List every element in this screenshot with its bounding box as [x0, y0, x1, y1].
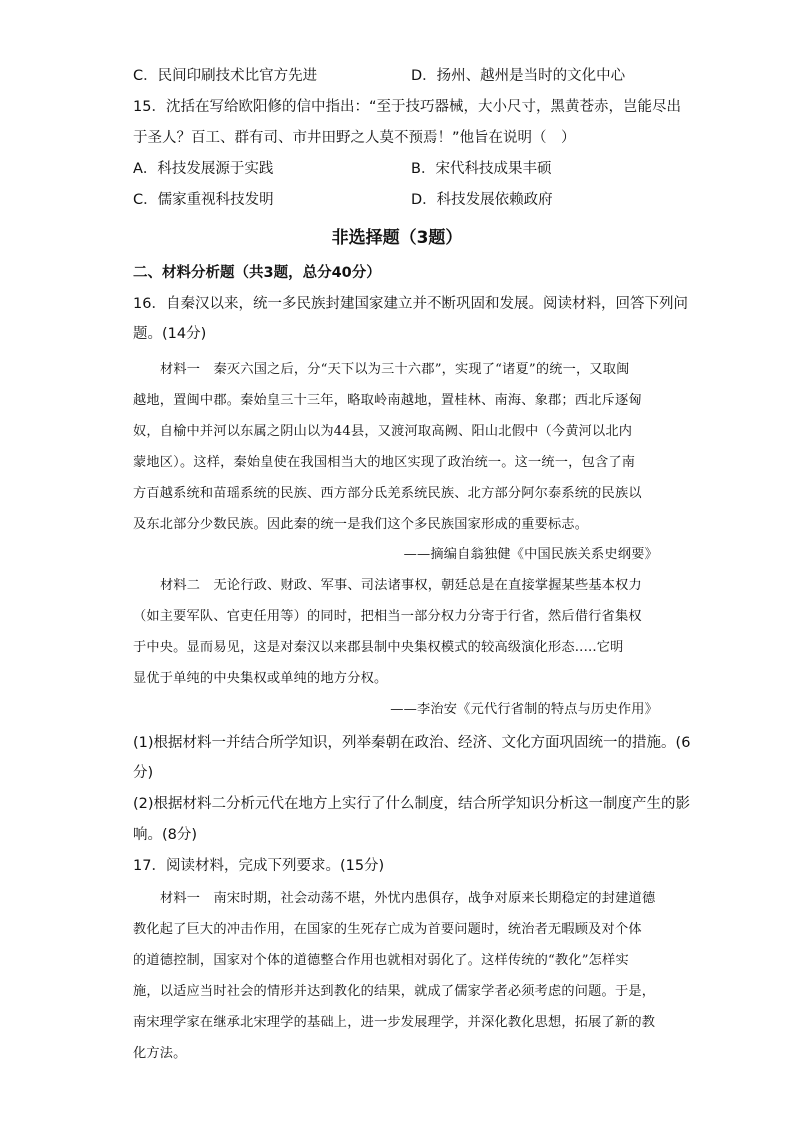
q16-material1-line: 奴，自榆中并河以东属之阴山以为44县，又渡河取高阙、阳山北假中（今黄河以北内: [133, 424, 633, 439]
part-heading: 二、材料分析题（共3题，总分40分）: [133, 265, 381, 281]
q16-stem-line2: 题。(14分): [133, 326, 207, 342]
section-title: 非选择题（3题）: [331, 228, 463, 248]
q16-subquestion2-line1: (2)根据材料二分析元代在地方上实行了什么制度，结合所学知识分析这一制度产生的影: [133, 796, 691, 812]
q16-subquestion1-line2: 分): [133, 765, 154, 781]
q17-material1-line: 的道德控制，国家对个体的道德整合作用也就相对弱化了。这样传统的“教化”怎样实: [133, 953, 629, 968]
option-c-prev: C．民间印刷技术比官方先进: [133, 68, 318, 84]
q15-option-a: A．科技发展源于实践: [133, 161, 274, 177]
q16-material2-line: 显优于单纯的中央集权或单纯的地方分权。: [133, 671, 388, 686]
q16-material1-source: ——摘编自翁独健《中国民族关系史纲要》: [403, 547, 658, 562]
q16-material1-line: 及东北部分少数民族。因此秦的统一是我们这个多民族国家形成的重要标志。: [133, 517, 589, 532]
q17-material1-line: 施，以适应当时社会的情形并达到教化的结果，就成了儒家学者必须考虑的问题。于是，: [133, 984, 656, 999]
q16-material1-line: 方百越系统和苗瑶系统的民族、西方部分氐羌系统民族、北方部分阿尔泰系统的民族以: [133, 486, 642, 501]
q16-stem-line1: 16．自秦汉以来，统一多民族封建国家建立并不断巩固和发展。阅读材料，回答下列问: [133, 296, 688, 312]
q16-material1-line: 越地，置闽中郡。秦始皇三十三年，略取岭南越地，置桂林、南海、象郡；西北斥逐匈: [133, 393, 642, 408]
q17-stem: 17．阅读材料，完成下列要求。(15分): [133, 858, 385, 874]
q16-material2-line: 材料二 无论行政、财政、军事、司法诸事权，朝廷总是在直接掌握某些基本权力: [160, 578, 642, 593]
option-d-prev: D．扬州、越州是当时的文化中心: [411, 68, 626, 84]
q17-material1-line: 南宋理学家在继承北宋理学的基础上，进一步发展理学，并深化教化思想，拓展了新的教: [133, 1015, 656, 1030]
q17-material1-line: 教化起了巨大的冲击作用，在国家的生死存亡成为首要问题时，统治者无暇顾及对个体: [133, 922, 642, 937]
q17-material1-line: 材料一 南宋时期，社会动荡不堪，外忧内患俱存，战争对原来长期稳定的封建道德: [160, 891, 656, 906]
q16-material1-line: 蒙地区）。这样，秦始皇使在我国相当大的地区实现了政治统一。这一统一，包含了南: [133, 455, 636, 470]
q17-material1-line: 化方法。: [133, 1046, 187, 1061]
q16-subquestion2-line2: 响。(8分): [133, 827, 198, 843]
q16-material2-source: ——李治安《元代行省制的特点与历史作用》: [390, 702, 658, 717]
q16-subquestion1-line1: (1)根据材料一并结合所学知识，列举秦朝在政治、经济、文化方面巩固统一的措施。(6: [133, 735, 691, 751]
q15-option-d: D．科技发展依赖政府: [411, 192, 553, 208]
q16-material1-line: 材料一 秦灭六国之后，分“天下以为三十六郡”，实现了“诸夏”的统一，又取闽: [160, 362, 630, 377]
q15-stem-line2: 于圣人？百工、群有司、市井田野之人莫不预焉！”他旨在说明（ ）: [133, 130, 576, 146]
q16-material2-line: 于中央。显而易见，这是对秦汉以来郡县制中央集权模式的较高级演化形态.....它明: [133, 640, 624, 655]
q15-option-b: B．宋代科技成果丰硕: [411, 161, 552, 177]
q15-stem-line1: 15．沈括在写给欧阳修的信中指出：“至于技巧器械，大小尺寸，黑黄苍赤，岂能尽出: [133, 99, 681, 115]
q16-material2-line: （如主要军队、官吏任用等）的同时，把相当一部分权力分寄于行省，然后借行省集权: [133, 609, 642, 624]
q15-option-c: C．儒家重视科技发明: [133, 192, 274, 208]
